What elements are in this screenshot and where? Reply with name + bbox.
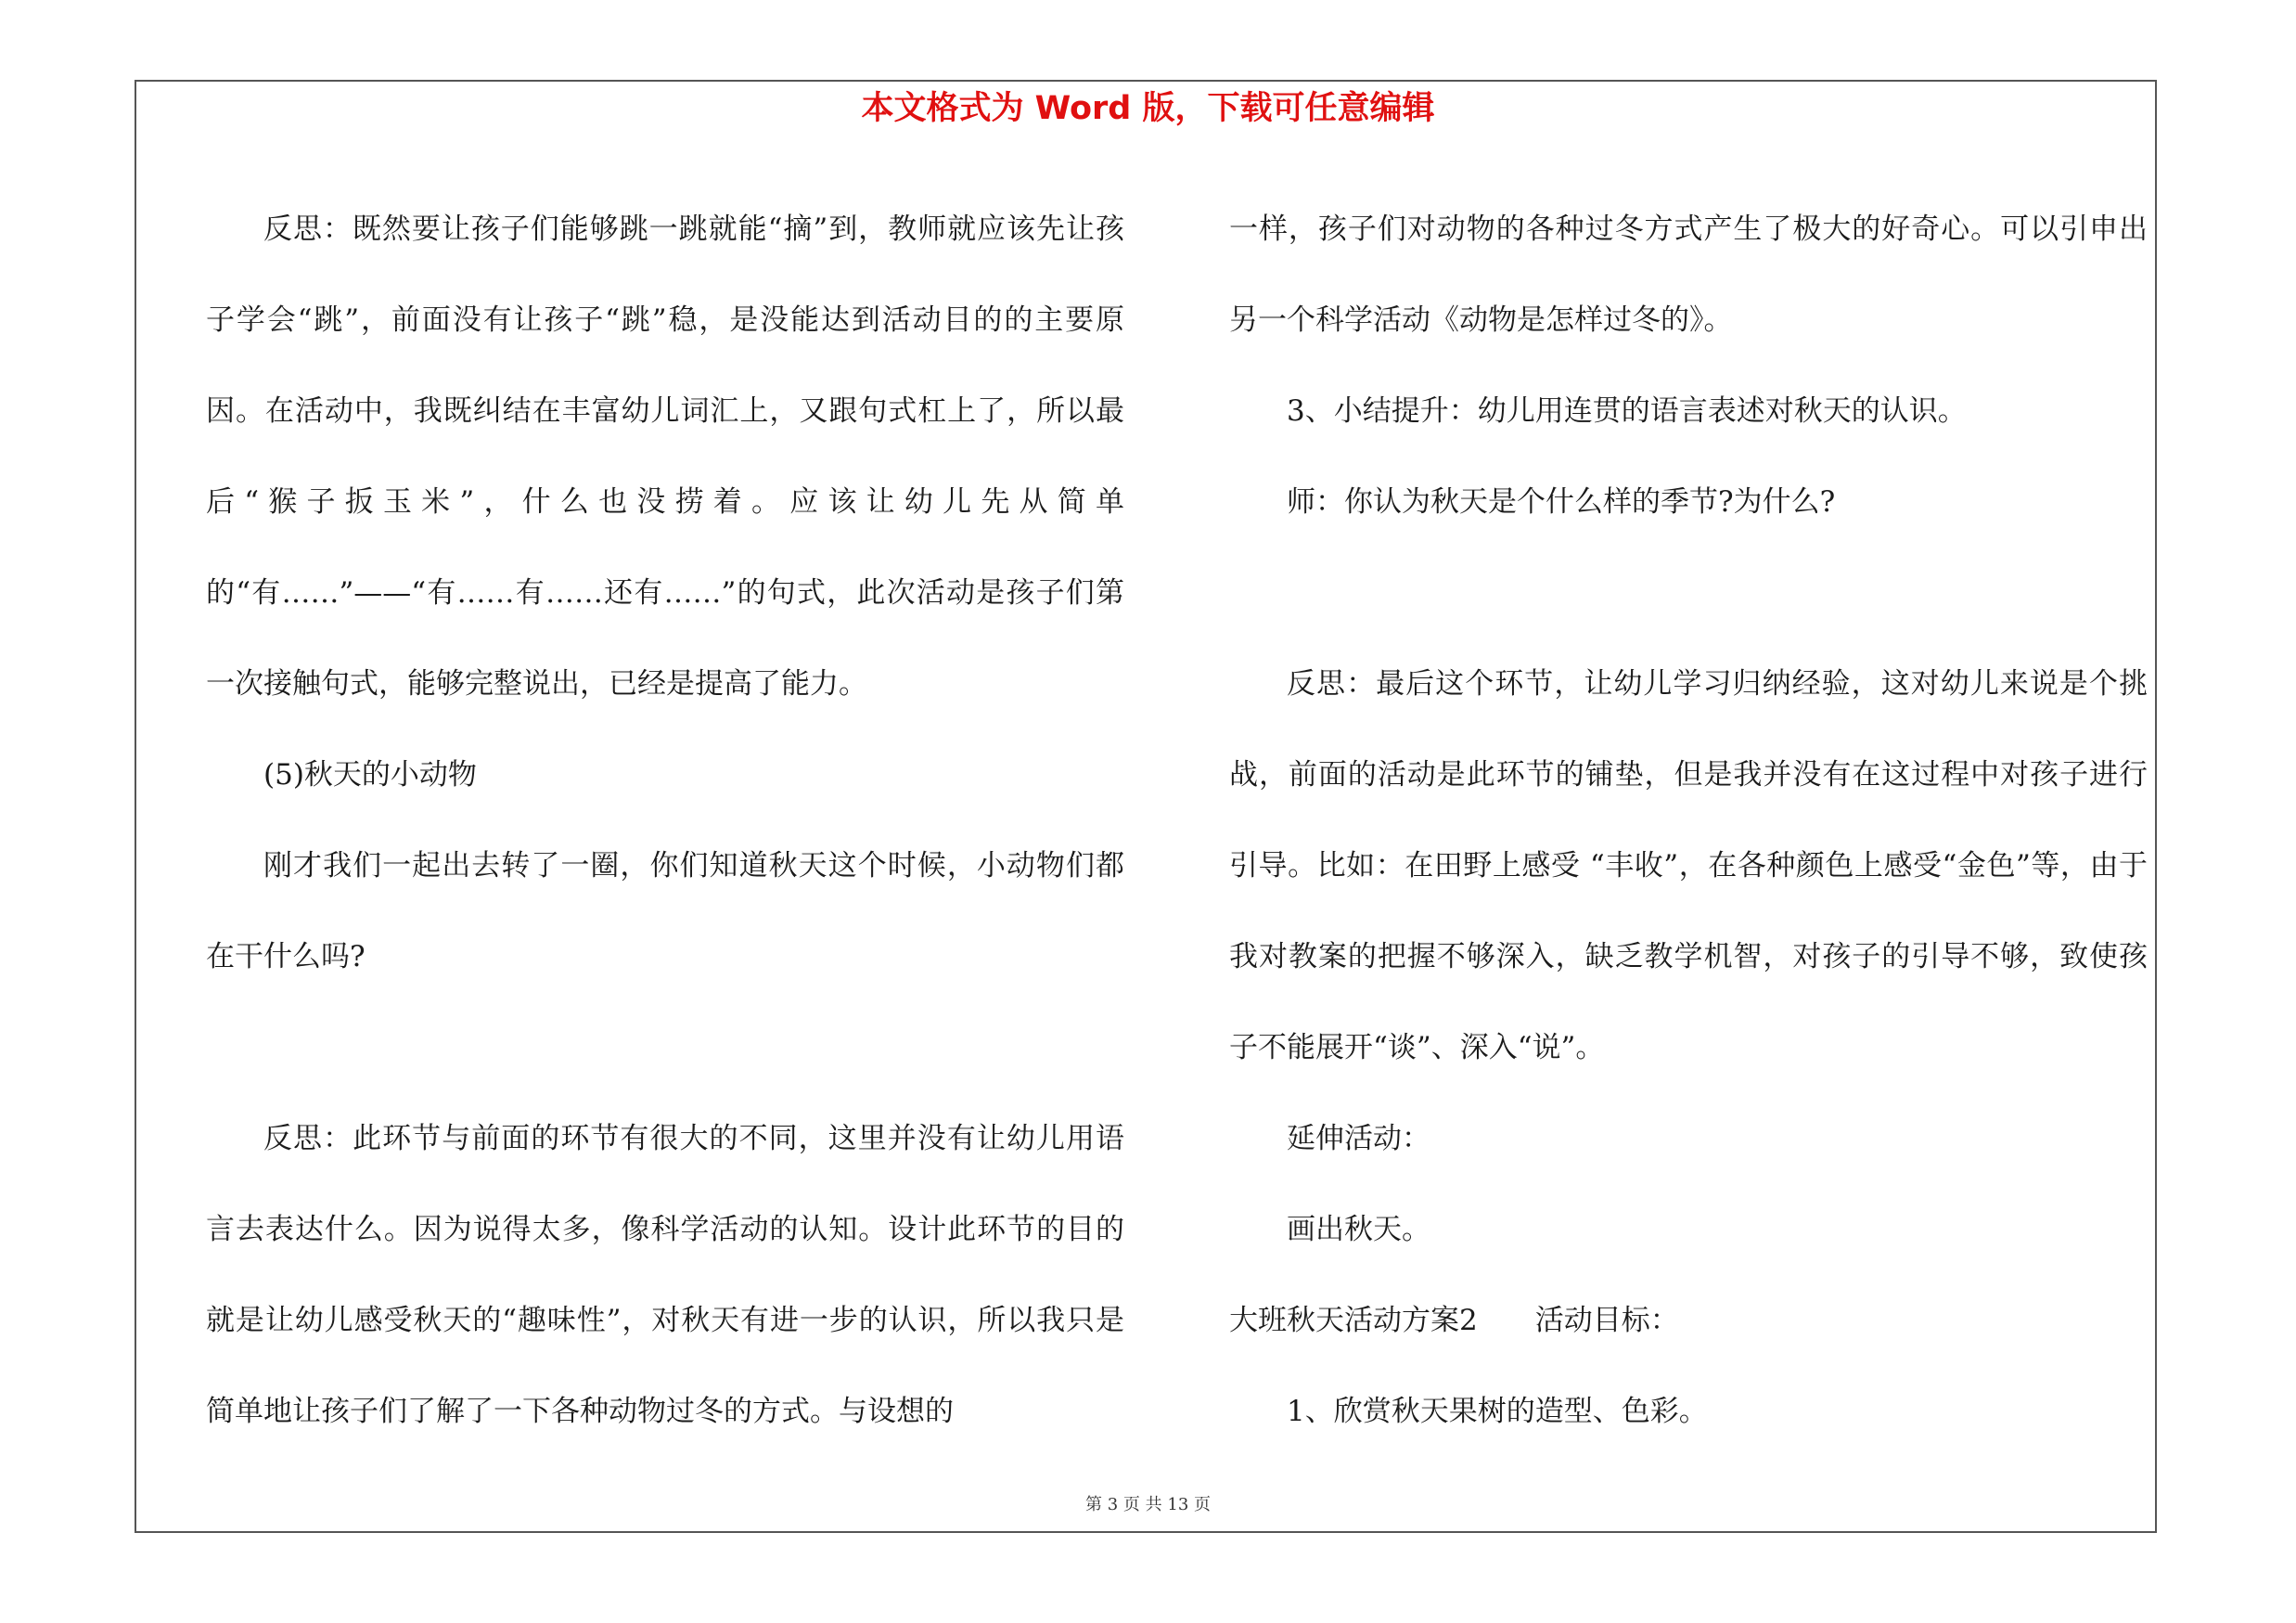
- paragraph-extension-item: 画出秋天。: [1287, 1213, 1430, 1246]
- paragraph-section-heading: (5)秋天的小动物: [263, 758, 477, 792]
- footer-mid: 页 共: [1122, 1495, 1162, 1514]
- blank-line: [1229, 547, 2148, 638]
- paragraph-extension-heading: 延伸活动：: [1287, 1122, 1430, 1155]
- paragraph-summary: 3、小结提升：幼儿用连贯的语言表述对秋天的认识。: [1287, 394, 1967, 428]
- paragraph-goal-1: 1、欣赏秋天果树的造型、色彩。: [1287, 1395, 1708, 1428]
- right-column: [1229, 184, 2148, 1457]
- paragraph-reflection-2: 反思：此环节与前面的环节有很大的不同，这里并没有让幼儿用语言去表达什么。因为说得太多，像科学活动的认知。设计此环节的目的就是让幼儿感受秋天的“趣味性”，对秋天有进一步的认识，所以我只是简单地让孩子们了解了一下各种动物过冬的方式。与设想的: [206, 1122, 1124, 1428]
- paragraph-reflection-3: 反思：最后这个环节，让幼儿学习归纳经验，这对幼儿来说是个挑战，前面的活动是此环节的铺垫，但是我并没有在这过程中对孩子进行引导。比如：在田野上感受 “丰收”，在各种颜色上感受“金色”等，由于我对教案的把握不够深入，缺乏教学机智，对孩子的引导不够，致使孩子不能展开“谈”、深入“说”。: [1229, 667, 2148, 1064]
- footer-suffix: 页: [1194, 1495, 1212, 1514]
- paragraph-reflection-1: 反思：既然要让孩子们能够跳一跳就能“摘”到，教师就应该先让孩子学会“跳”，前面没有让孩子“跳”稳，是没能达到活动目的的主要原因。在活动中，我既纠结在丰富幼儿词汇上，又跟句式杠上了，所以最后“猴子扳玉米”，什么也没捞着。应该让幼儿先从简单的“有……”——“有……有……还有……”的句式，此次活动是孩子们第一次接触句式，能够完整说出，已经是提高了能力。: [206, 213, 1124, 701]
- paragraph-teacher-question: 师：你认为秋天是个什么样的季节?为什么?: [1287, 485, 1836, 519]
- page-footer: [0, 1492, 2296, 1518]
- header-banner: 本文格式为 Word 版，下载可任意编辑: [861, 90, 1435, 127]
- left-column: [206, 184, 1124, 1457]
- footer-total-pages: 13: [1167, 1495, 1189, 1514]
- paragraph-question: 刚才我们一起出去转了一圈，你们知道秋天这个时候，小动物们都在干什么吗?: [206, 849, 1124, 973]
- footer-page-number: 3: [1107, 1495, 1119, 1514]
- paragraph-plan-title: 大班秋天活动方案2 活动目标：: [1229, 1304, 1679, 1337]
- paragraph-continuation: 一样，孩子们对动物的各种过冬方式产生了极大的好奇心。可以引申出另一个科学活动《动物是怎样过冬的》。: [1229, 213, 2148, 337]
- blank-line: [206, 1002, 1124, 1093]
- footer-prefix: 第: [1084, 1495, 1102, 1514]
